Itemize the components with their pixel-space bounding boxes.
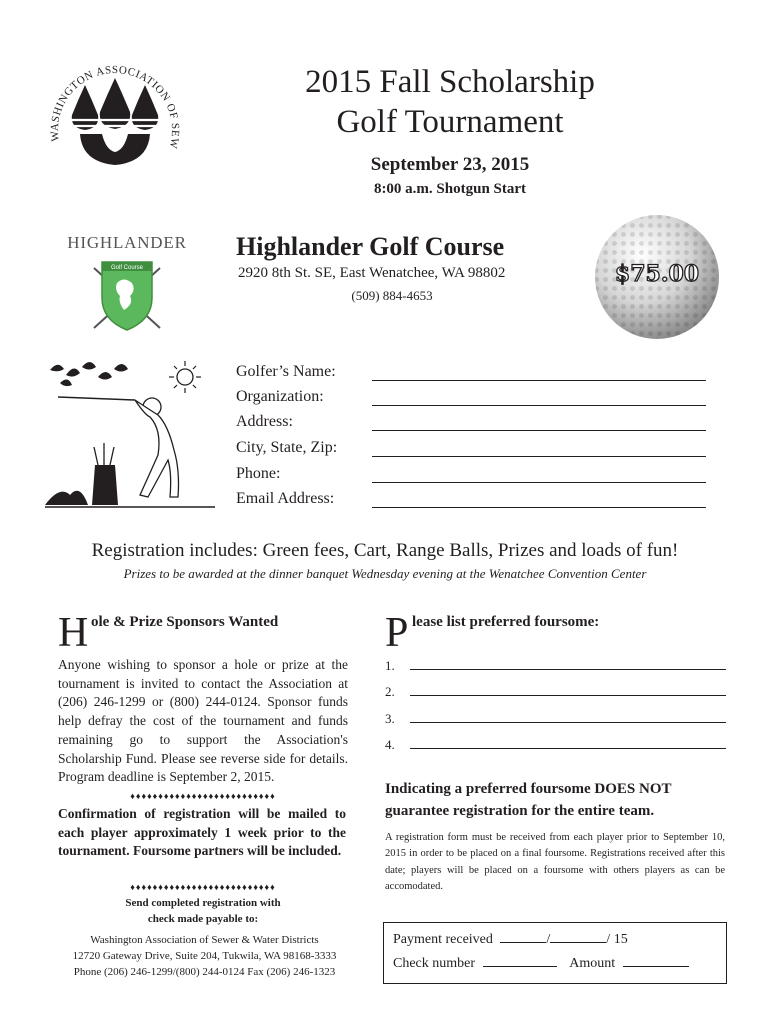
highlander-wordmark: HIGHLANDER — [67, 233, 187, 252]
foursome-row-4 — [385, 737, 725, 759]
sponsors-dropcap: H — [58, 610, 89, 656]
course-address: 2920 8th St. SE, East Wenatchee, WA 98802 — [238, 265, 506, 281]
form-row-address — [236, 413, 716, 437]
payment-month-field[interactable] — [500, 942, 546, 943]
city-state-zip-label: City, State, Zip: — [236, 439, 338, 456]
phone-label: Phone: — [236, 465, 281, 482]
highlander-badge-text: Golf Course — [110, 265, 144, 271]
date-separator: / — [606, 932, 614, 947]
foursome-number: 4. — [385, 737, 395, 752]
form-row-golfer-name — [236, 363, 716, 387]
foursome-row-3 — [385, 711, 725, 733]
course-name: Highlander Golf Course — [236, 232, 505, 261]
email-label: Email Address: — [236, 490, 335, 507]
foursome-number: 2. — [385, 684, 395, 699]
foursome-row-1 — [385, 658, 725, 680]
golfer-name-field[interactable] — [372, 380, 706, 381]
association-name: Washington Association of Sewer & Water Districts — [90, 934, 319, 946]
check-number-label: Check number — [393, 956, 476, 971]
phone-field[interactable] — [372, 482, 706, 483]
date-separator: / — [546, 932, 551, 947]
form-row-phone — [236, 465, 716, 489]
divider-bottom: ♦♦♦♦♦♦♦♦♦♦♦♦♦♦♦♦♦♦♦♦♦♦♦♦♦♦ — [130, 882, 276, 892]
association-logo-text: WASHINGTON ASSOCIATION OF SEW — [48, 64, 182, 150]
check-row — [393, 956, 689, 972]
send-instructions — [58, 895, 348, 927]
payment-received-row — [393, 932, 628, 948]
amount-field[interactable] — [623, 966, 689, 967]
check-number-field[interactable] — [483, 966, 557, 967]
foursome-player-1-field[interactable] — [410, 669, 726, 670]
golfer-name-label: Golfer’s Name: — [236, 363, 336, 380]
association-phone: Phone (206) 246-1299/(800) 244-0124 Fax (206) 246-1323 — [73, 966, 336, 978]
foursome-player-2-field[interactable] — [410, 695, 726, 696]
price-label: $75.00 — [614, 261, 700, 287]
registration-includes: Registration includes: Green fees, Cart, Range Balls, Prizes and loads of fun! — [91, 540, 679, 561]
foursome-number: 3. — [385, 711, 395, 726]
organization-field[interactable] — [372, 405, 706, 406]
golfer-illustration — [40, 355, 220, 515]
foursome-deadline-note: A registration form must be received from each player prior to September 10, 2015 in order to be placed on a final foursome. Registrations received after this date; players will be placed on a foursome with others players as can be accomodated. — [385, 832, 725, 892]
association-address — [52, 932, 357, 980]
foursome-heading-text: lease list preferred foursome: — [412, 614, 600, 630]
foursome-heading — [385, 612, 725, 656]
amount-label: Amount — [569, 956, 616, 971]
highlander-logo — [62, 228, 192, 338]
golf-ball-price — [592, 212, 722, 342]
form-row-organization — [236, 388, 716, 412]
association-street: 12720 Gateway Drive, Suite 204, Tukwila, WA 98168-3333 — [72, 950, 337, 962]
event-date: September 23, 2015 — [370, 154, 530, 175]
address-label: Address: — [236, 413, 293, 430]
payment-day-field[interactable] — [550, 942, 606, 943]
form-row-city-state-zip — [236, 439, 716, 463]
association-logo — [40, 50, 190, 200]
divider-top: ♦♦♦♦♦♦♦♦♦♦♦♦♦♦♦♦♦♦♦♦♦♦♦♦♦♦ — [130, 791, 276, 801]
foursome-notice: Indicating a preferred foursome DOES NOT guarantee registration for the entire team. — [385, 781, 672, 819]
foursome-player-4-field[interactable] — [410, 748, 726, 749]
foursome-player-3-field[interactable] — [410, 722, 726, 723]
sponsors-heading — [58, 612, 358, 656]
page-title — [230, 62, 670, 142]
title-line-1: 2015 Fall Scholarship — [305, 64, 595, 100]
address-field[interactable] — [372, 430, 706, 431]
foursome-dropcap: P — [385, 610, 409, 656]
email-field[interactable] — [372, 507, 706, 508]
payment-year: 15 — [613, 932, 628, 947]
payment-received-label: Payment received — [393, 932, 493, 947]
foursome-number: 1. — [385, 658, 395, 673]
payment-box — [383, 922, 727, 984]
confirmation-note: Confirmation of registration will be mailed to each player approximately 1 week prior to the tournament. Foursome partners will be included. — [58, 806, 346, 858]
send-line-1: Send completed registration with — [125, 897, 281, 909]
foursome-row-2 — [385, 684, 725, 706]
shotgun-start: 8:00 a.m. Shotgun Start — [373, 181, 527, 197]
title-line-2: Golf Tournament — [336, 104, 564, 140]
form-row-email — [236, 490, 716, 514]
city-state-zip-field[interactable] — [372, 456, 706, 457]
organization-label: Organization: — [236, 388, 324, 405]
sponsors-heading-text: ole & Prize Sponsors Wanted — [91, 614, 279, 630]
send-line-2: check made payable to: — [147, 913, 259, 925]
prizes-note: Prizes to be awarded at the dinner banquet Wednesday evening at the Wenatchee Convention Center — [123, 566, 647, 581]
course-phone: (509) 884-4653 — [351, 288, 433, 303]
sponsors-body: Anyone wishing to sponsor a hole or prize at the tournament is invited to contact the Association at (206) 246-1299 or (800) 244-0124. Sponsor funds help defray the cost of the tournament and funds remaining go to support the Association's Scholarship Fund. Please see reverse side for details. Program deadline is September 2, 2015. — [58, 657, 348, 785]
